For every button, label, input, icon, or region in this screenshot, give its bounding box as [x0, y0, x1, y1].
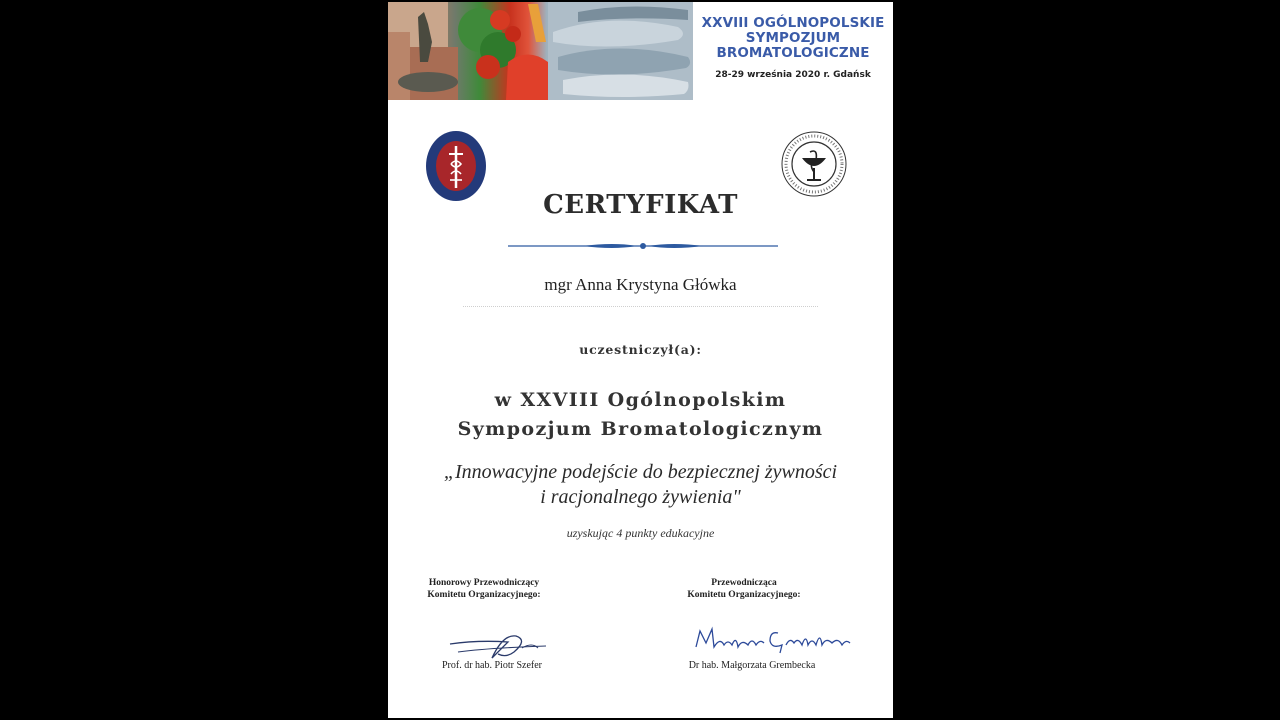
- event-theme: [388, 460, 893, 510]
- divider-ornament: [508, 238, 778, 252]
- event-name: [388, 386, 893, 444]
- signatory-name-right: Dr hab. Małgorzata Grembecka: [688, 660, 816, 671]
- event-line1: w XXVIII Ogólnopolskim: [494, 389, 787, 411]
- theme-line2: i racjonalnego żywienia": [540, 486, 741, 508]
- recipient-name: mgr Anna Krystyna Główka: [544, 275, 737, 294]
- event-line2: Sympozjum Bromatologicznym: [457, 418, 824, 440]
- name-underline: [463, 306, 818, 307]
- handwritten-signature-right: [692, 623, 854, 657]
- signatory-name-left: Prof. dr hab. Piotr Szefer: [442, 660, 542, 671]
- right-role-line2: Komitetu Organizacyjnego:: [687, 590, 801, 600]
- banner-date: 28-29 września 2020 r. Gdańsk: [715, 70, 871, 80]
- banner-title-line1: XXVIII OGÓLNOPOLSKIE: [701, 15, 885, 31]
- right-role-line1: Przewodnicząca: [711, 578, 777, 588]
- banner-title-line2: SYMPOZJUM: [745, 30, 841, 46]
- signature-block-right: [644, 577, 844, 601]
- left-role-line1: Honorowy Przewodniczący: [428, 578, 540, 588]
- banner-photo: [388, 2, 693, 100]
- certificate-title: CERTYFIKAT: [543, 190, 738, 220]
- participated-label: uczestniczył(a):: [579, 342, 702, 357]
- education-points: uzyskując 4 punkty edukacyjne: [566, 526, 715, 540]
- banner-text: [693, 16, 893, 80]
- signature-block-left: [388, 577, 584, 601]
- certificate-page: [388, 2, 893, 718]
- banner-title-line3: BROMATOLOGICZNE: [716, 45, 870, 61]
- left-role-line2: Komitetu Organizacyjnego:: [427, 590, 541, 600]
- handwritten-signature-left: [448, 630, 553, 662]
- header-banner: [388, 2, 893, 100]
- theme-line1: „Innowacyjne podejście do bezpiecznej żywności: [443, 461, 838, 483]
- pharmaceutical-society-seal-icon: [780, 130, 848, 198]
